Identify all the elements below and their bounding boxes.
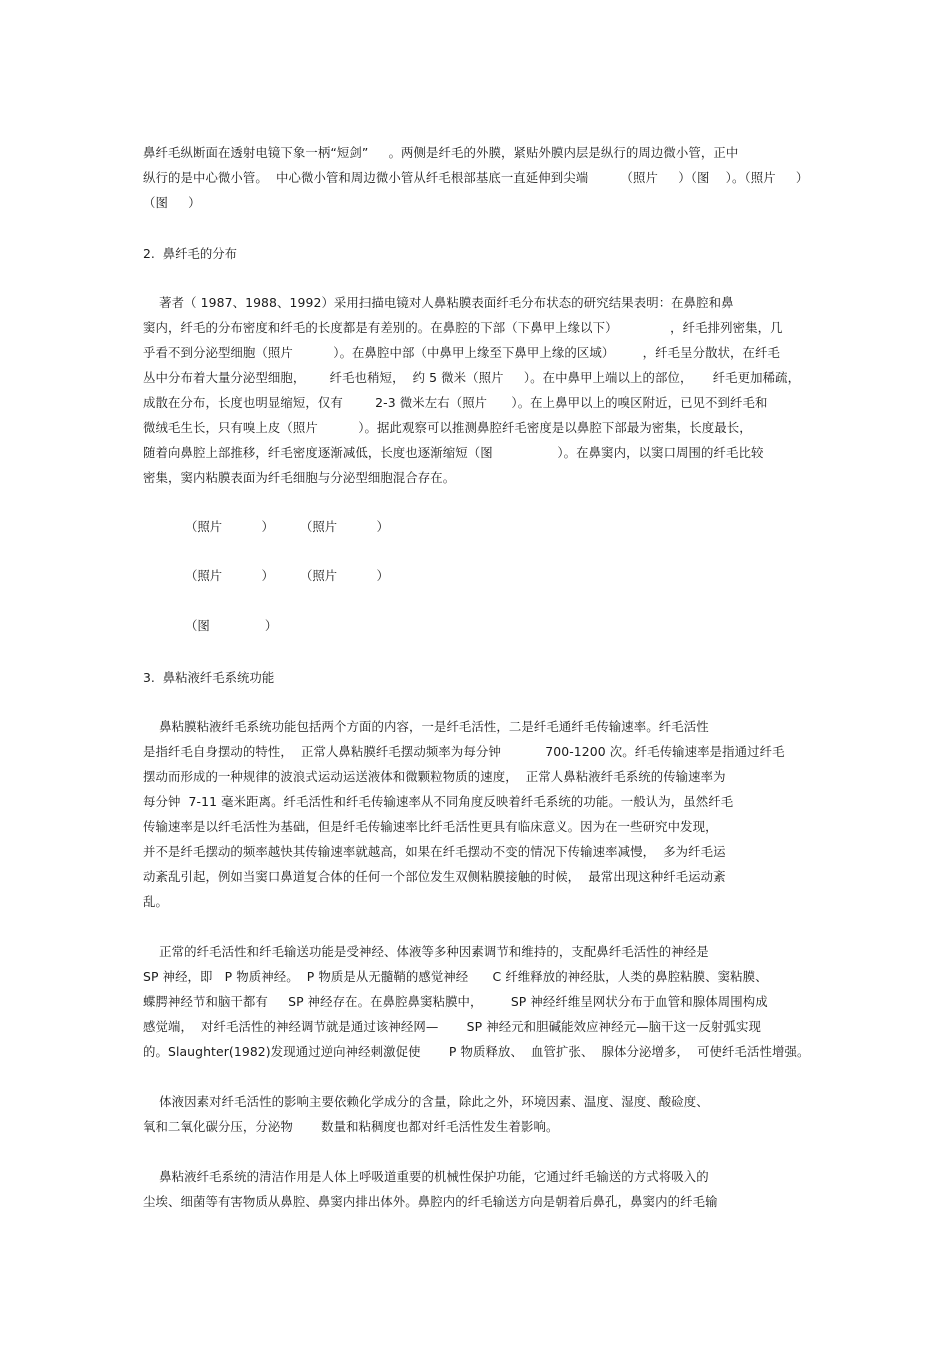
section-3-para1-line-2: 是指纤毛自身摆动的特性， 正常人鼻粘膜纤毛摆动频率为每分钟 700-1200 次。纤毛传输速率是指通过纤毛 [143, 744, 785, 759]
section-2-line-8: 密集，窦内粘膜表面为纤毛细胞与分泌型细胞混合存在。 [143, 470, 456, 485]
section-3-para4-line-2: 尘埃、细菌等有害物质从鼻腔、鼻窦内排出体外。鼻腔内的纤毛输送方向是朝着后鼻孔，鼻窦内的纤毛输 [143, 1194, 718, 1209]
section-2-line-5: 成散在分布，长度也明显缩短，仅有 2-3 微米左右（照片 ）。在上鼻甲以上的嗅区附近，已见不到纤毛和 [143, 395, 768, 410]
section-3-para3-line-2: 氧和二氧化碳分压，分泌物 数量和粘稠度也都对纤毛活性发生着影响。 [143, 1119, 559, 1134]
section-3-para1-line-1: 鼻粘膜粘液纤毛系统功能包括两个方面的内容，一是纤毛活性，二是纤毛通纤毛传输速率。纤毛活性 [143, 719, 709, 734]
section-2-line-4: 丛中分布着大量分泌型细胞， 纤毛也稍短， 约 5 微米（照片 ）。在中鼻甲上端以上的部位， 纤毛更加稀疏， [143, 370, 801, 385]
photo-caption: （照片 ） [185, 568, 274, 583]
section-3-para1-line-5: 传输速率是以纤毛活性为基础，但是纤毛传输速率比纤毛活性更具有临床意义。因为在一些研究中发现， [143, 819, 718, 834]
section-3-para1-line-3: 摆动而形成的一种规律的波浪式运动运送液体和微颗粒物质的速度， 正常人鼻粘液纤毛系统的传输速率为 [143, 769, 726, 784]
section-3-para1-line-6: 并不是纤毛摆动的频率越快其传输速率就越高，如果在纤毛摆动不变的情况下传输速率减慢， 多为纤毛运 [143, 844, 726, 859]
section-2-heading: 2. 鼻纤毛的分布 [143, 246, 238, 261]
section-2-line-1: 著者（ 1987、1988、1992）采用扫描电镜对人鼻粘膜表面纤毛分布状态的研究结果表明：在鼻腔和鼻 [143, 295, 734, 310]
photo-caption: （照片 ） [300, 568, 389, 583]
section-2-line-2: 窦内，纤毛的分布密度和纤毛的长度都是有差别的。在鼻腔的下部（下鼻甲上缘以下） ，纤毛排列密集，几 [143, 320, 783, 335]
intro-line-3: （图 ） [143, 195, 201, 210]
section-3-heading: 3. 鼻粘液纤毛系统功能 [143, 670, 275, 685]
section-3-para2-line-3: 蝶腭神经节和脑干都有 SP 神经存在。在鼻腔鼻窦粘膜中， SP 神经纤维呈网状分布于血管和腺体周围构成 [143, 994, 768, 1009]
section-3-para3-line-1: 体液因素对纤毛活性的影响主要依赖化学成分的含量，除此之外，环境因素、温度、湿度、酸硷度、 [143, 1094, 709, 1109]
section-3-para2-line-5: 的。Slaughter(1982)发现通过逆向神经刺激促使 P 物质释放、 血管扩张、 腺体分泌增多， 可使纤毛活性增强。 [143, 1044, 810, 1059]
photo-caption: （照片 ） [185, 519, 274, 534]
section-3-para1-line-4: 每分钟 7-11 毫米距离。纤毛活性和纤毛传输速率从不同角度反映着纤毛系统的功能。一般认为，虽然纤毛 [143, 794, 734, 809]
section-2-line-7: 随着向鼻腔上部推移，纤毛密度逐渐减低，长度也逐渐缩短（图 ）。在鼻窦内，以窦口周围的纤毛比较 [143, 445, 764, 460]
section-3-para1-line-8: 乱。 [143, 894, 168, 909]
intro-line-1: 鼻纤毛纵断面在透射电镜下象一柄“短剑” 。两侧是纤毛的外膜，紧贴外膜内层是纵行的周边微小管，正中 [143, 145, 739, 160]
section-3-para4-line-1: 鼻粘液纤毛系统的清洁作用是人体上呼吸道重要的机械性保护功能，它通过纤毛输送的方式将吸入的 [143, 1169, 709, 1184]
intro-line-2: 纵行的是中心微小管。 中心微小管和周边微小管从纤毛根部基底一直延伸到尖端 （照片 ）（图 ）。（照片 ） [143, 170, 809, 185]
section-2-line-3: 乎看不到分泌型细胞（照片 ）。在鼻腔中部（中鼻甲上缘至下鼻甲上缘的区域） ，纤毛呈分散状，在纤毛 [143, 345, 781, 360]
section-3-para2-line-2: SP 神经，即 P 物质神经。 P 物质是从无髓鞘的感觉神经 C 纤维释放的神经肽，人类的鼻腔粘膜、窦粘膜、 [143, 969, 768, 984]
photo-caption: （照片 ） [300, 519, 389, 534]
section-2-line-6: 微绒毛生长，只有嗅上皮（照片 ）。据此观察可以推测鼻腔纤毛密度是以鼻腔下部最为密集，长度最长， [143, 420, 752, 435]
section-3-para2-line-1: 正常的纤毛活性和纤毛输送功能是受神经、体液等多种因素调节和维持的，支配鼻纤毛活性的神经是 [143, 944, 709, 959]
figure-caption: （图 ） [185, 618, 278, 633]
section-3-para2-line-4: 感觉端， 对纤毛活性的神经调节就是通过该神经网— SP 神经元和胆碱能效应神经元—脑干这一反射弧实现 [143, 1019, 762, 1034]
section-3-para1-line-7: 动紊乱引起，例如当窦口鼻道复合体的任何一个部位发生双侧粘膜接触的时候， 最常出现这种纤毛运动紊 [143, 869, 726, 884]
